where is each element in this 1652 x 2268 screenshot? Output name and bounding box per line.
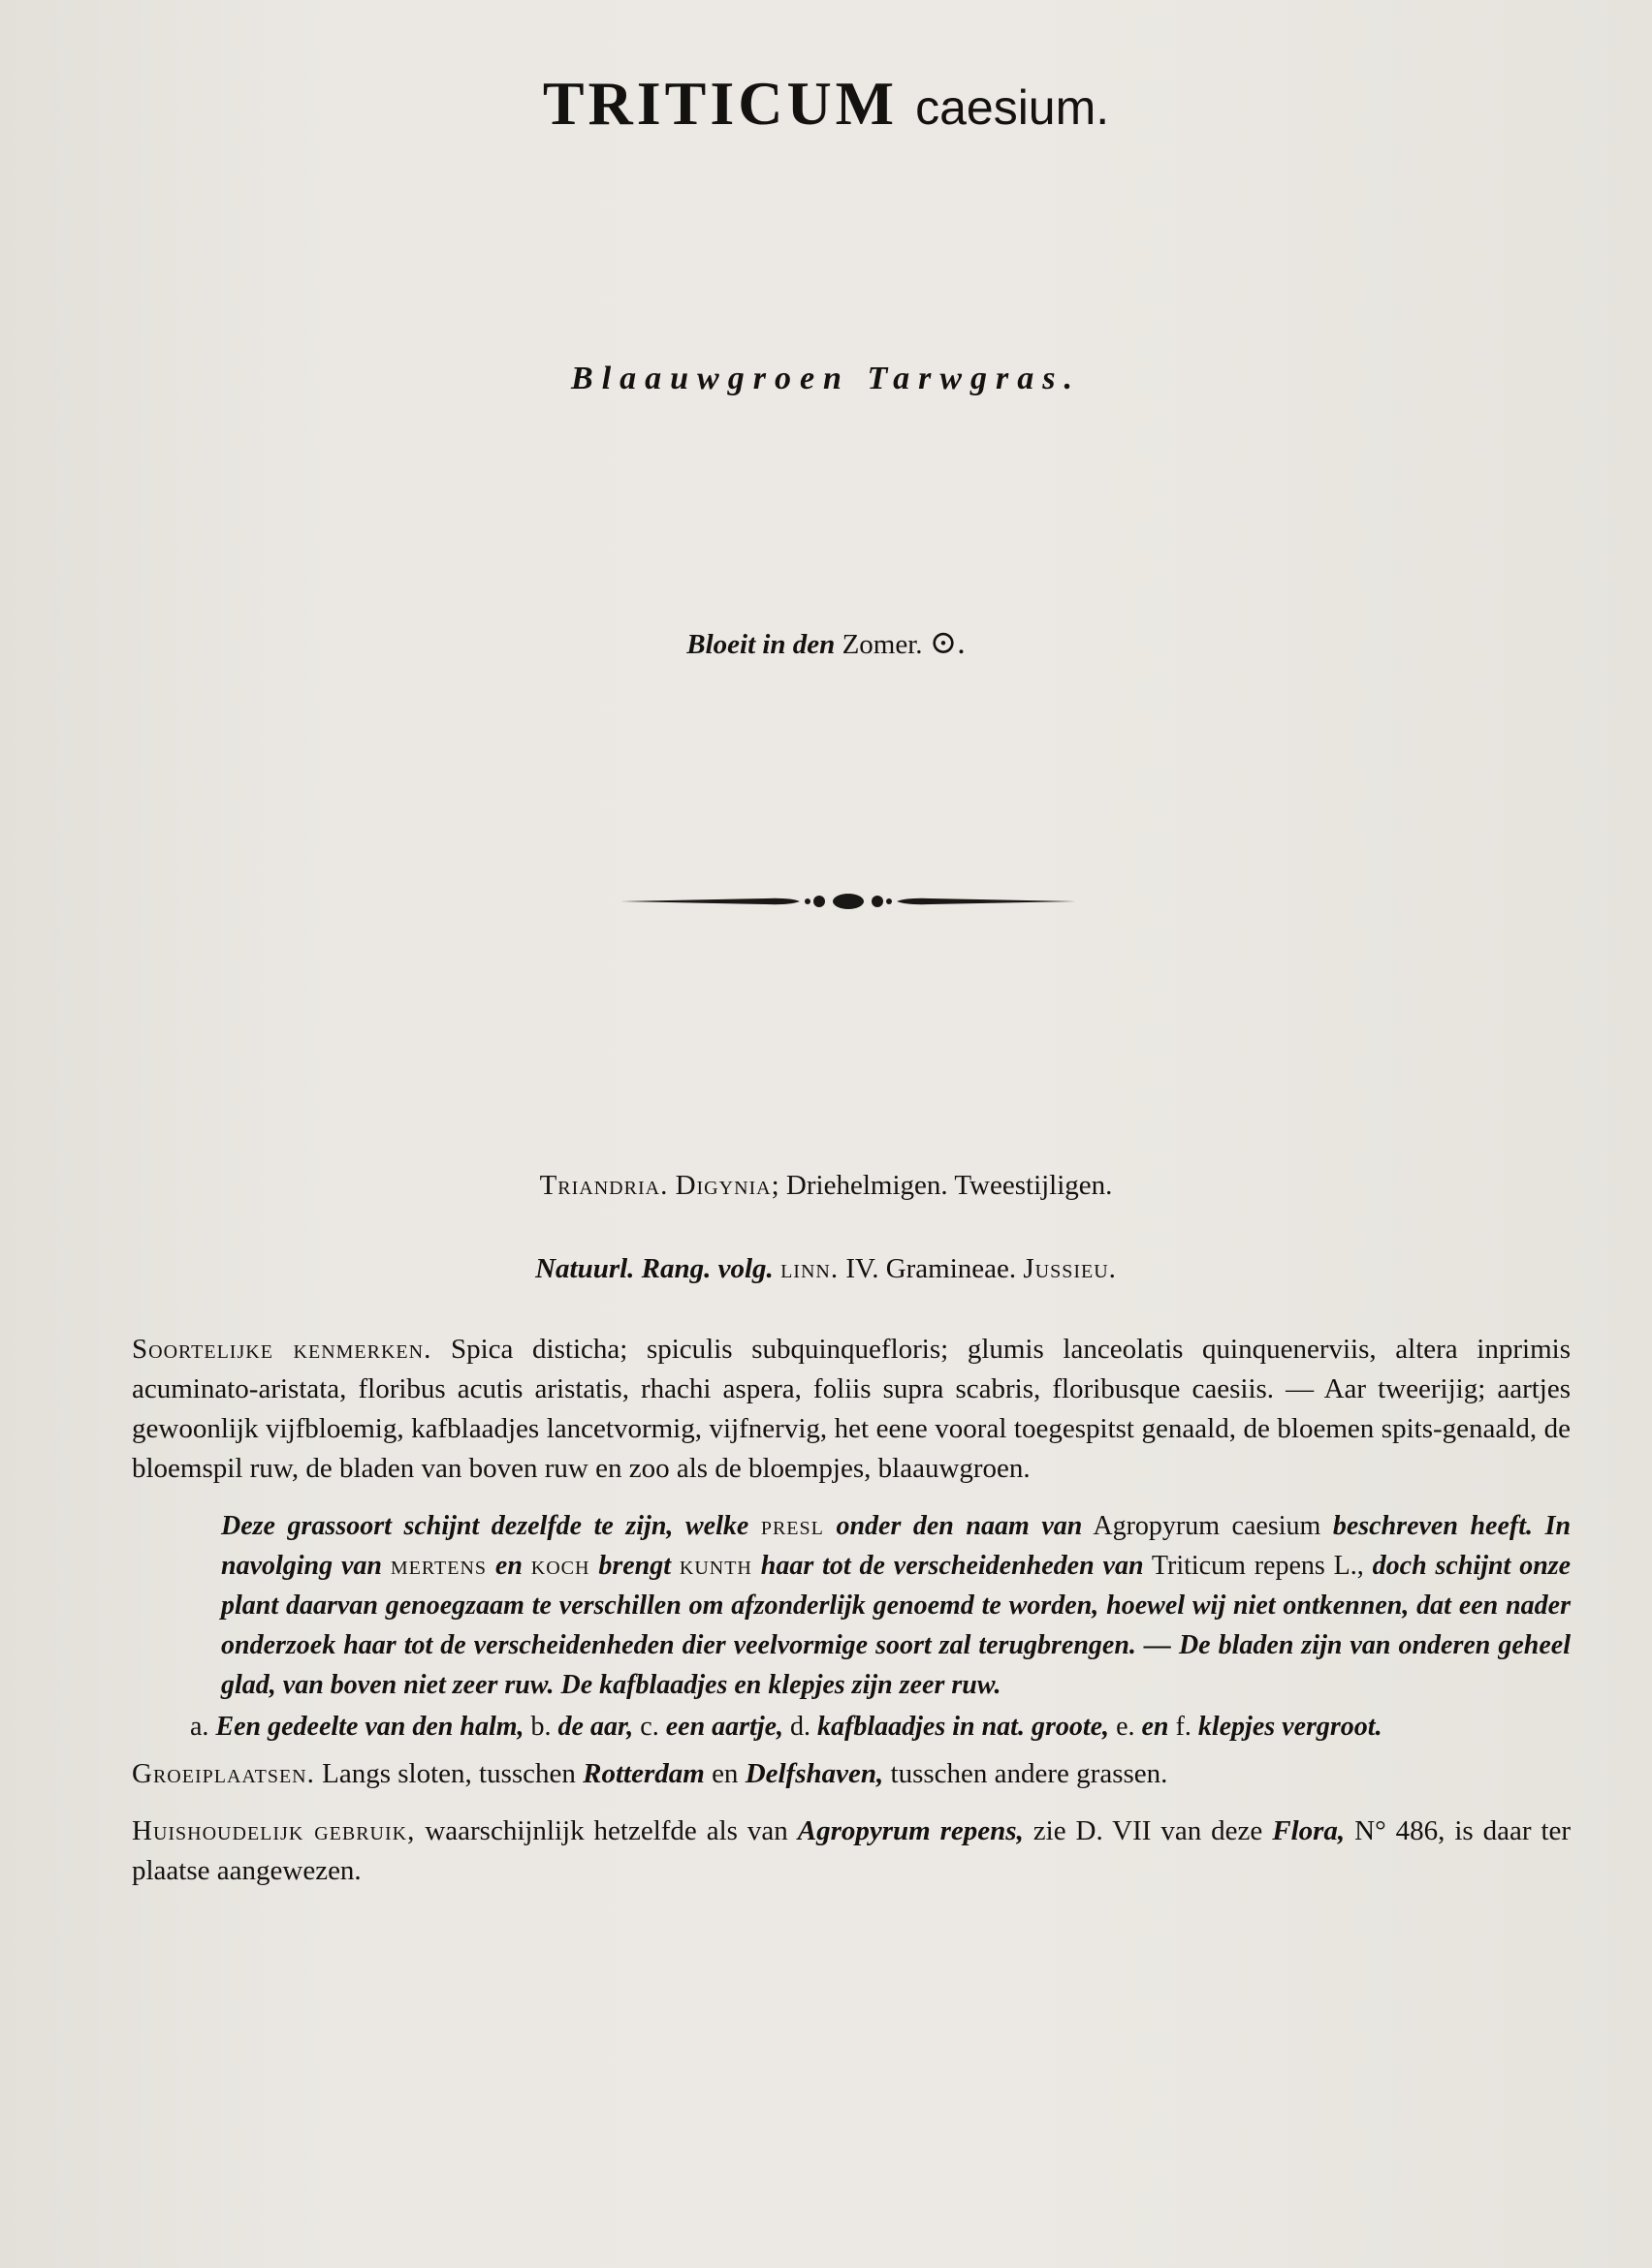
mertens-ref: mertens [390, 1551, 488, 1581]
delfshaven: Delfshaven, [745, 1758, 884, 1789]
groeiplaatsen-paragraph [132, 1754, 1571, 1794]
bloom-text: Bloeit in den [686, 629, 836, 660]
bloom-season: Zomer. [842, 629, 923, 660]
class-triandria: Triandria. [539, 1170, 669, 1201]
jussieu-ref: Jussieu. [1023, 1253, 1117, 1284]
fig-c-text: een aartje, [665, 1712, 784, 1742]
title-genus: TRITICUM [542, 69, 899, 138]
gramineae: IV. Gramineae. [845, 1253, 1017, 1284]
gebruik-paragraph [132, 1811, 1571, 1891]
fig-d-label: d. [790, 1712, 811, 1742]
rotterdam: Rotterdam [583, 1758, 705, 1789]
annual-symbol-icon: ⊙. [929, 625, 966, 661]
note-text-4: en [494, 1551, 523, 1581]
kenmerken-text: Spica disticha; spiculis subquinquefloris; glumis lanceolatis quinquenerviis, altera inprimis acuminato-aristata, floribus acutis aristatis, rhachi aspera, foliis supra scabris, floribusque caesiis. — Aar tweerijig; aartjes gewoonlijk vijfbloemig, kafblaadjes lancetvormig, vijfnervig, het eene vooral toegespitst genaald, de bloemen spits-genaald, de bloemspil ruw, de bladen van boven ruw en zoo als de bloempjes, blaauwgroen. [132, 1334, 1571, 1484]
kunth-ref: kunth [679, 1551, 752, 1581]
note-text-5: brengt [598, 1551, 671, 1581]
classification-line-1 [0, 1170, 1652, 1202]
kenmerken-paragraph [132, 1330, 1571, 1489]
groeiplaatsen-text-2: en [712, 1758, 739, 1789]
gebruik-text-2: zie D. VII van deze [1032, 1815, 1263, 1846]
note-paragraph [221, 1506, 1571, 1705]
page-title [0, 68, 1652, 140]
title-species: caesium. [915, 80, 1110, 135]
note-text-7: doch schijnt onze plant daarvan genoegzaam te verschillen om afzonderlijk genoemd te worden, hoewel wij niet ontkennen, dat een nader onderzoek haar tot de verscheidenheden dier veelvormige soort zal terugbrengen. — De bladen zijn van onderen geheel glad, van boven niet zeer ruw. De kafblaadjes en klepjes zijn zeer ruw. [221, 1551, 1572, 1700]
fig-b-label: b. [530, 1712, 552, 1742]
note-text-6: haar tot de verscheidenheden van [760, 1551, 1144, 1581]
groeiplaatsen-label: Groeiplaatsen. [132, 1758, 315, 1789]
groeiplaatsen-text-3: tusschen andere grassen. [890, 1758, 1168, 1789]
class-dutch: ; Driehelmigen. Tweestijligen. [771, 1170, 1113, 1201]
agropyrum-repens: Agropyrum repens, [797, 1815, 1024, 1846]
bloom-line [0, 623, 1652, 662]
classification-line-2 [0, 1253, 1652, 1285]
fig-f-text: klepjes vergroot. [1197, 1712, 1382, 1742]
main-text [132, 1330, 1571, 1891]
ornament-divider-icon [620, 882, 1076, 921]
fig-e-text: en [1141, 1712, 1169, 1742]
groeiplaatsen-text-1: Langs sloten, tusschen [322, 1758, 576, 1789]
fig-f-label: f. [1175, 1712, 1191, 1742]
natuurl-rang: Natuurl. Rang. volg. [535, 1253, 774, 1284]
class-digynia: Digynia [675, 1170, 772, 1201]
gebruik-text-3: N° 486, is daar ter plaatse aangewezen. [132, 1815, 1572, 1886]
fig-e-label: e. [1116, 1712, 1135, 1742]
fig-a-label: a. [190, 1712, 209, 1742]
koch-ref: koch [530, 1551, 590, 1581]
agropyrum-caesium: Agropyrum caesium [1093, 1511, 1321, 1541]
gebruik-label: Huishoudelijk gebruik, [132, 1815, 416, 1846]
fig-b-text: de aar, [557, 1712, 634, 1742]
gebruik-text-1: waarschijnlijk hetzelfde als van [425, 1815, 788, 1846]
fig-d-text: kafblaadjes in nat. groote, [817, 1712, 1110, 1742]
linn-ref: linn. [780, 1253, 840, 1284]
flora-ref: Flora, [1272, 1815, 1346, 1846]
triticum-repens: Triticum repens L., [1151, 1551, 1364, 1581]
figures-paragraph [190, 1707, 1571, 1747]
presl-ref: presl [760, 1511, 824, 1541]
fig-a-text: Een gedeelte van den halm, [215, 1712, 524, 1742]
note-text-1: Deze grassoort schijnt dezelfde te zijn, welke [221, 1511, 749, 1541]
note-text-3: beschreven heeft. In navolging van [221, 1511, 1572, 1581]
kenmerken-label: Soortelijke kenmerken. [132, 1334, 432, 1365]
common-name: Blaauwgroen Tarwgras. [571, 361, 1081, 396]
note-text-2: onder den naam van [836, 1511, 1083, 1541]
fig-c-label: c. [640, 1712, 659, 1742]
